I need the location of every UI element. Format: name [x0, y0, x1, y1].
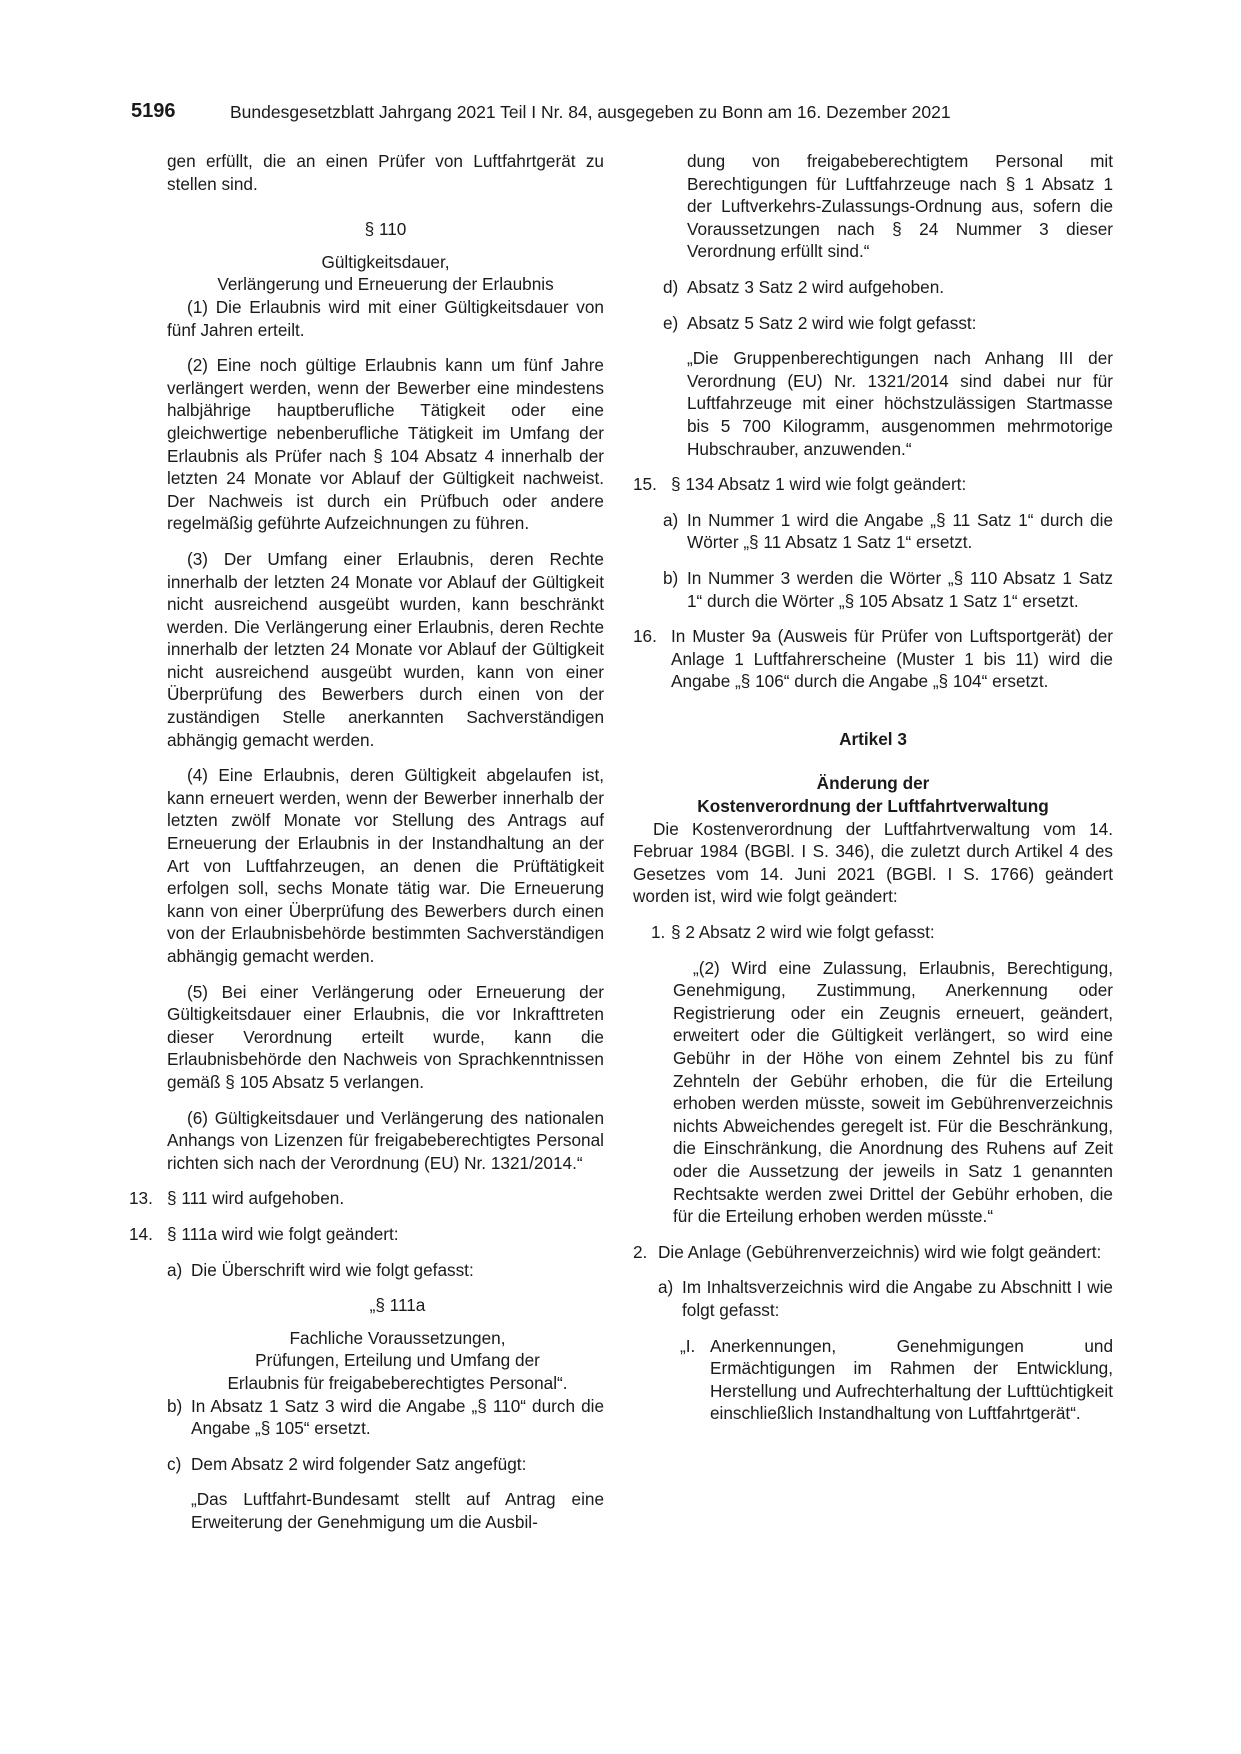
right-column: [633, 150, 1113, 1425]
item-number: 15.: [633, 474, 657, 495]
item-number: 14.: [129, 1223, 153, 1244]
subitem-letter: c): [167, 1453, 182, 1474]
subitem-letter: b): [167, 1395, 183, 1416]
section-111a-title-line3: Erlaubnis für freigabeberechtigtes Personal“.: [227, 1372, 568, 1393]
page-number: 5196: [131, 100, 176, 122]
subitem-letter: e): [663, 312, 679, 333]
article-3-heading: Artikel 3: [839, 728, 907, 749]
item-text: § 134 Absatz 1 wird wie folgt geändert:: [671, 474, 967, 495]
paragraph-6: (6) Gültigkeitsdauer und Verlängerung des nationalen Anhangs von Lizenzen für freigabeberechtigtes Personal richten sich nach der Verordnung (EU) Nr. 1321/2014.“: [167, 1107, 604, 1173]
intro-paragraph: gen erfüllt, die an einen Prüfer von Luftfahrtgerät zu stellen sind.: [167, 151, 604, 194]
item-text: In Muster 9a (Ausweis für Prüfer von Luftsportgerät) der Anlage 1 Luftfahrerscheine (Muster 1 bis 11) wird die Angabe „§ 106“ durch die Angabe „§ 104“ ersetzt.: [671, 626, 1113, 692]
subitem-2a: [658, 1276, 1113, 1321]
paragraph-2: (2) Eine noch gültige Erlaubnis kann um fünf Jahre verlängert werden, wenn der Bewerber eine mindestens halbjährige hauptberufliche Tätigkeit oder eine gleichwertige nebenberufliche Tätigkeit im Umfang der Erlaubnis als Prüfer nach § 104 Absatz 4 innerhalb der letzten 24 Monate vor Ablauf der Gültigkeit nachweist. Der Nachweis ist durch ein Prüfbuch oder andere regelmäßig geführte Aufzeichnungen zu führen.: [167, 355, 604, 534]
article-3-intro: Die Kostenverordnung der Luftfahrtverwaltung vom 14. Februar 1984 (BGBl. I S. 346), die zuletzt durch Artikel 4 des Gesetzes vom 14. Juni 2021 (BGBl. I S. 1766) geändert worden ist, wird wie folgt geändert:: [633, 818, 1113, 907]
subitem-text: Absatz 5 Satz 2 wird wie folgt gefasst:: [687, 312, 977, 333]
subitem-letter: a): [167, 1259, 183, 1280]
subitem-text: Die Überschrift wird wie folgt gefasst:: [191, 1259, 474, 1280]
item-text: § 2 Absatz 2 wird wie folgt gefasst:: [671, 922, 935, 943]
amendment-2: [633, 1241, 1113, 1264]
subitem-text: Absatz 3 Satz 2 wird aufgehoben.: [687, 276, 945, 297]
amendment-1-quote: „(2) Wird eine Zulassung, Erlaubnis, Berechtigung, Genehmigung, Zustimmung, Anerkennung oder Registrierung oder ein Zeugnis erneuert, geändert, erweitert oder die Gültigkeit verlängert, so wird eine Gebühr in der Höhe von einem Zehntel bis zu fünf Zehnteln der Gebühr erhoben, die für die Erteilung erhoben werden müsste, soweit im Gebührenverzeichnis nichts Abweichendes geregelt ist. Für die Beschränkung, die Einschränkung, die Anordnung des Ruhens auf Zeit oder die Aussetzung der jeweils in Satz 1 genannten Rechtsakte werden zwei Drittel der Gebühr erhoben, die für die Erteilung erhoben werden müsste.“: [673, 957, 1113, 1227]
subitem-text: Im Inhaltsverzeichnis wird die Angabe zu Abschnitt I wie folgt gefasst:: [682, 1277, 1113, 1320]
subitem-letter: a): [663, 509, 679, 530]
item-16: [633, 625, 1113, 693]
subitem-text: In Nummer 3 werden die Wörter „§ 110 Absatz 1 Satz 1“ durch die Wörter „§ 105 Absatz 1 Satz 1“ ersetzt.: [687, 567, 1113, 611]
subitem-letter: d): [663, 276, 679, 297]
quote-roman-numeral: „I.: [680, 1335, 696, 1356]
paragraph-5: (5) Bei einer Verlängerung oder Erneuerung der Gültigkeitsdauer einer Erlaubnis, die vor Inkrafttreten dieser Verordnung erteilt wurde, kann die Erlaubnisbehörde den Nachweis von Sprachkenntnissen gemäß § 105 Absatz 5 verlangen.: [167, 981, 604, 1092]
section-111a-number: „§ 111a: [369, 1295, 426, 1316]
paragraph-4: (4) Eine Erlaubnis, deren Gültigkeit abgelaufen ist, kann erneuert werden, wenn der Bewerber innerhalb der letzten zwölf Monate vor Stellung des Antrags auf Erneuerung der Erlaubnis in der Instandhaltung an der Art von Luftfahrzeugen, an denen die Prüftätigkeit erfolgen soll, sechs Monate tätig war. Die Erneuerung kann von einer Überprüfung des Bewerbers durch einen von der Erlaubnisbehörde bestimmten Sachverständigen abhängig gemacht werden.: [167, 765, 604, 966]
article-3-title-line2: Kostenverordnung der Luftfahrtverwaltung: [697, 796, 1049, 817]
subitem-e-quote: „Die Gruppenberechtigungen nach Anhang III der Verordnung (EU) Nr. 1321/2014 sind dabei nur für Luftfahrzeuge mit einer höchstzulässigen Startmasse bis 5 700 Kilogramm, ausgenommen mehrmotorige Hubschrauber, anzuwenden.“: [687, 348, 1113, 459]
subitem-letter: a): [658, 1277, 674, 1298]
paragraph-1: (1) Die Erlaubnis wird mit einer Gültigkeitsdauer von fünf Jahren erteilt.: [167, 296, 604, 340]
amendment-1: [651, 921, 1113, 944]
section-111a-title-line2: Prüfungen, Erteilung und Umfang der: [255, 1350, 540, 1371]
subitem-c-quote: „Das Luftfahrt-Bundesamt stellt auf Antrag eine Erweiterung der Genehmigung um die Ausbil-: [191, 1489, 604, 1532]
left-column: [129, 150, 604, 1533]
subitem-c-quote-continued: dung von freigabeberechtigtem Personal mit Berechtigungen für Luftfahrzeuge nach § 1 Absatz 1 der Luftverkehrs-Zulassungs-Ordnung aus, sofern die Voraussetzungen nach § 24 Nummer 3 dieser Verordnung erfüllt sind.“: [687, 151, 1113, 262]
subitem-text: In Nummer 1 wird die Angabe „§ 11 Satz 1“ durch die Wörter „§ 11 Absatz 1 Satz 1“ ersetzt.: [687, 509, 1113, 553]
item-text: Die Anlage (Gebührenverzeichnis) wird wie folgt geändert:: [658, 1241, 1102, 1262]
subitem-letter: b): [663, 567, 679, 588]
subitem-d: [663, 276, 1113, 299]
quote-text: Anerkennungen, Genehmigungen und Ermächtigungen im Rahmen der Entwicklung, Herstellung und Aufrechterhaltung der Lufttüchtigkeit einschließlich Instandhaltung von Luftfahrtgerät“.: [710, 1335, 1113, 1424]
running-head: Bundesgesetzblatt Jahrgang 2021 Teil I Nr. 84, ausgegeben zu Bonn am 16. Dezember 2021: [230, 102, 951, 122]
subitem-15a: [663, 509, 1113, 554]
item-number: 13.: [129, 1188, 153, 1209]
subitem-text: Dem Absatz 2 wird folgender Satz angefügt:: [191, 1453, 527, 1474]
subitem-b: [167, 1395, 604, 1440]
subitem-2a-quote: [680, 1335, 1113, 1425]
item-15: [633, 473, 1113, 496]
item-number: 2.: [633, 1241, 648, 1262]
page-header: [131, 100, 1111, 128]
section-111a-title-line1: Fachliche Voraussetzungen,: [289, 1327, 506, 1348]
subitem-text: In Absatz 1 Satz 3 wird die Angabe „§ 110“ durch die Angabe „§ 105“ ersetzt.: [191, 1395, 604, 1439]
item-13: [129, 1187, 604, 1210]
item-14: [129, 1223, 604, 1246]
paragraph-3: (3) Der Umfang einer Erlaubnis, deren Rechte innerhalb der letzten 24 Monate vor Ablauf der Gültigkeit nicht ausreichend ausgeübt wurden, kann beschränkt werden. Die Verlängerung einer Erlaubnis, deren Rechte innerhalb der letzten 24 Monate vor Ablauf der Gültigkeit nicht ausreichend ausgeübt wurden, kann von einer Überprüfung des Bewerbers durch einen von der zuständigen Stelle anerkannten Sachverständigen abhängig gemacht werden.: [167, 548, 604, 750]
subitem-15b: [663, 567, 1113, 612]
section-110-title-line2: Verlängerung und Erneuerung der Erlaubnis: [217, 274, 554, 295]
subitem-c: [167, 1453, 604, 1476]
article-3-title-line1: Änderung der: [816, 773, 930, 794]
item-number: 1.: [651, 922, 666, 943]
item-number: 16.: [633, 626, 657, 647]
section-110-number: § 110: [364, 219, 407, 240]
subitem-e: [663, 312, 1113, 335]
section-110-title-line1: Gültigkeitsdauer,: [321, 251, 450, 272]
item-text: § 111 wird aufgehoben.: [167, 1188, 345, 1209]
subitem-a: [167, 1259, 604, 1282]
item-text: § 111a wird wie folgt geändert:: [167, 1223, 399, 1244]
